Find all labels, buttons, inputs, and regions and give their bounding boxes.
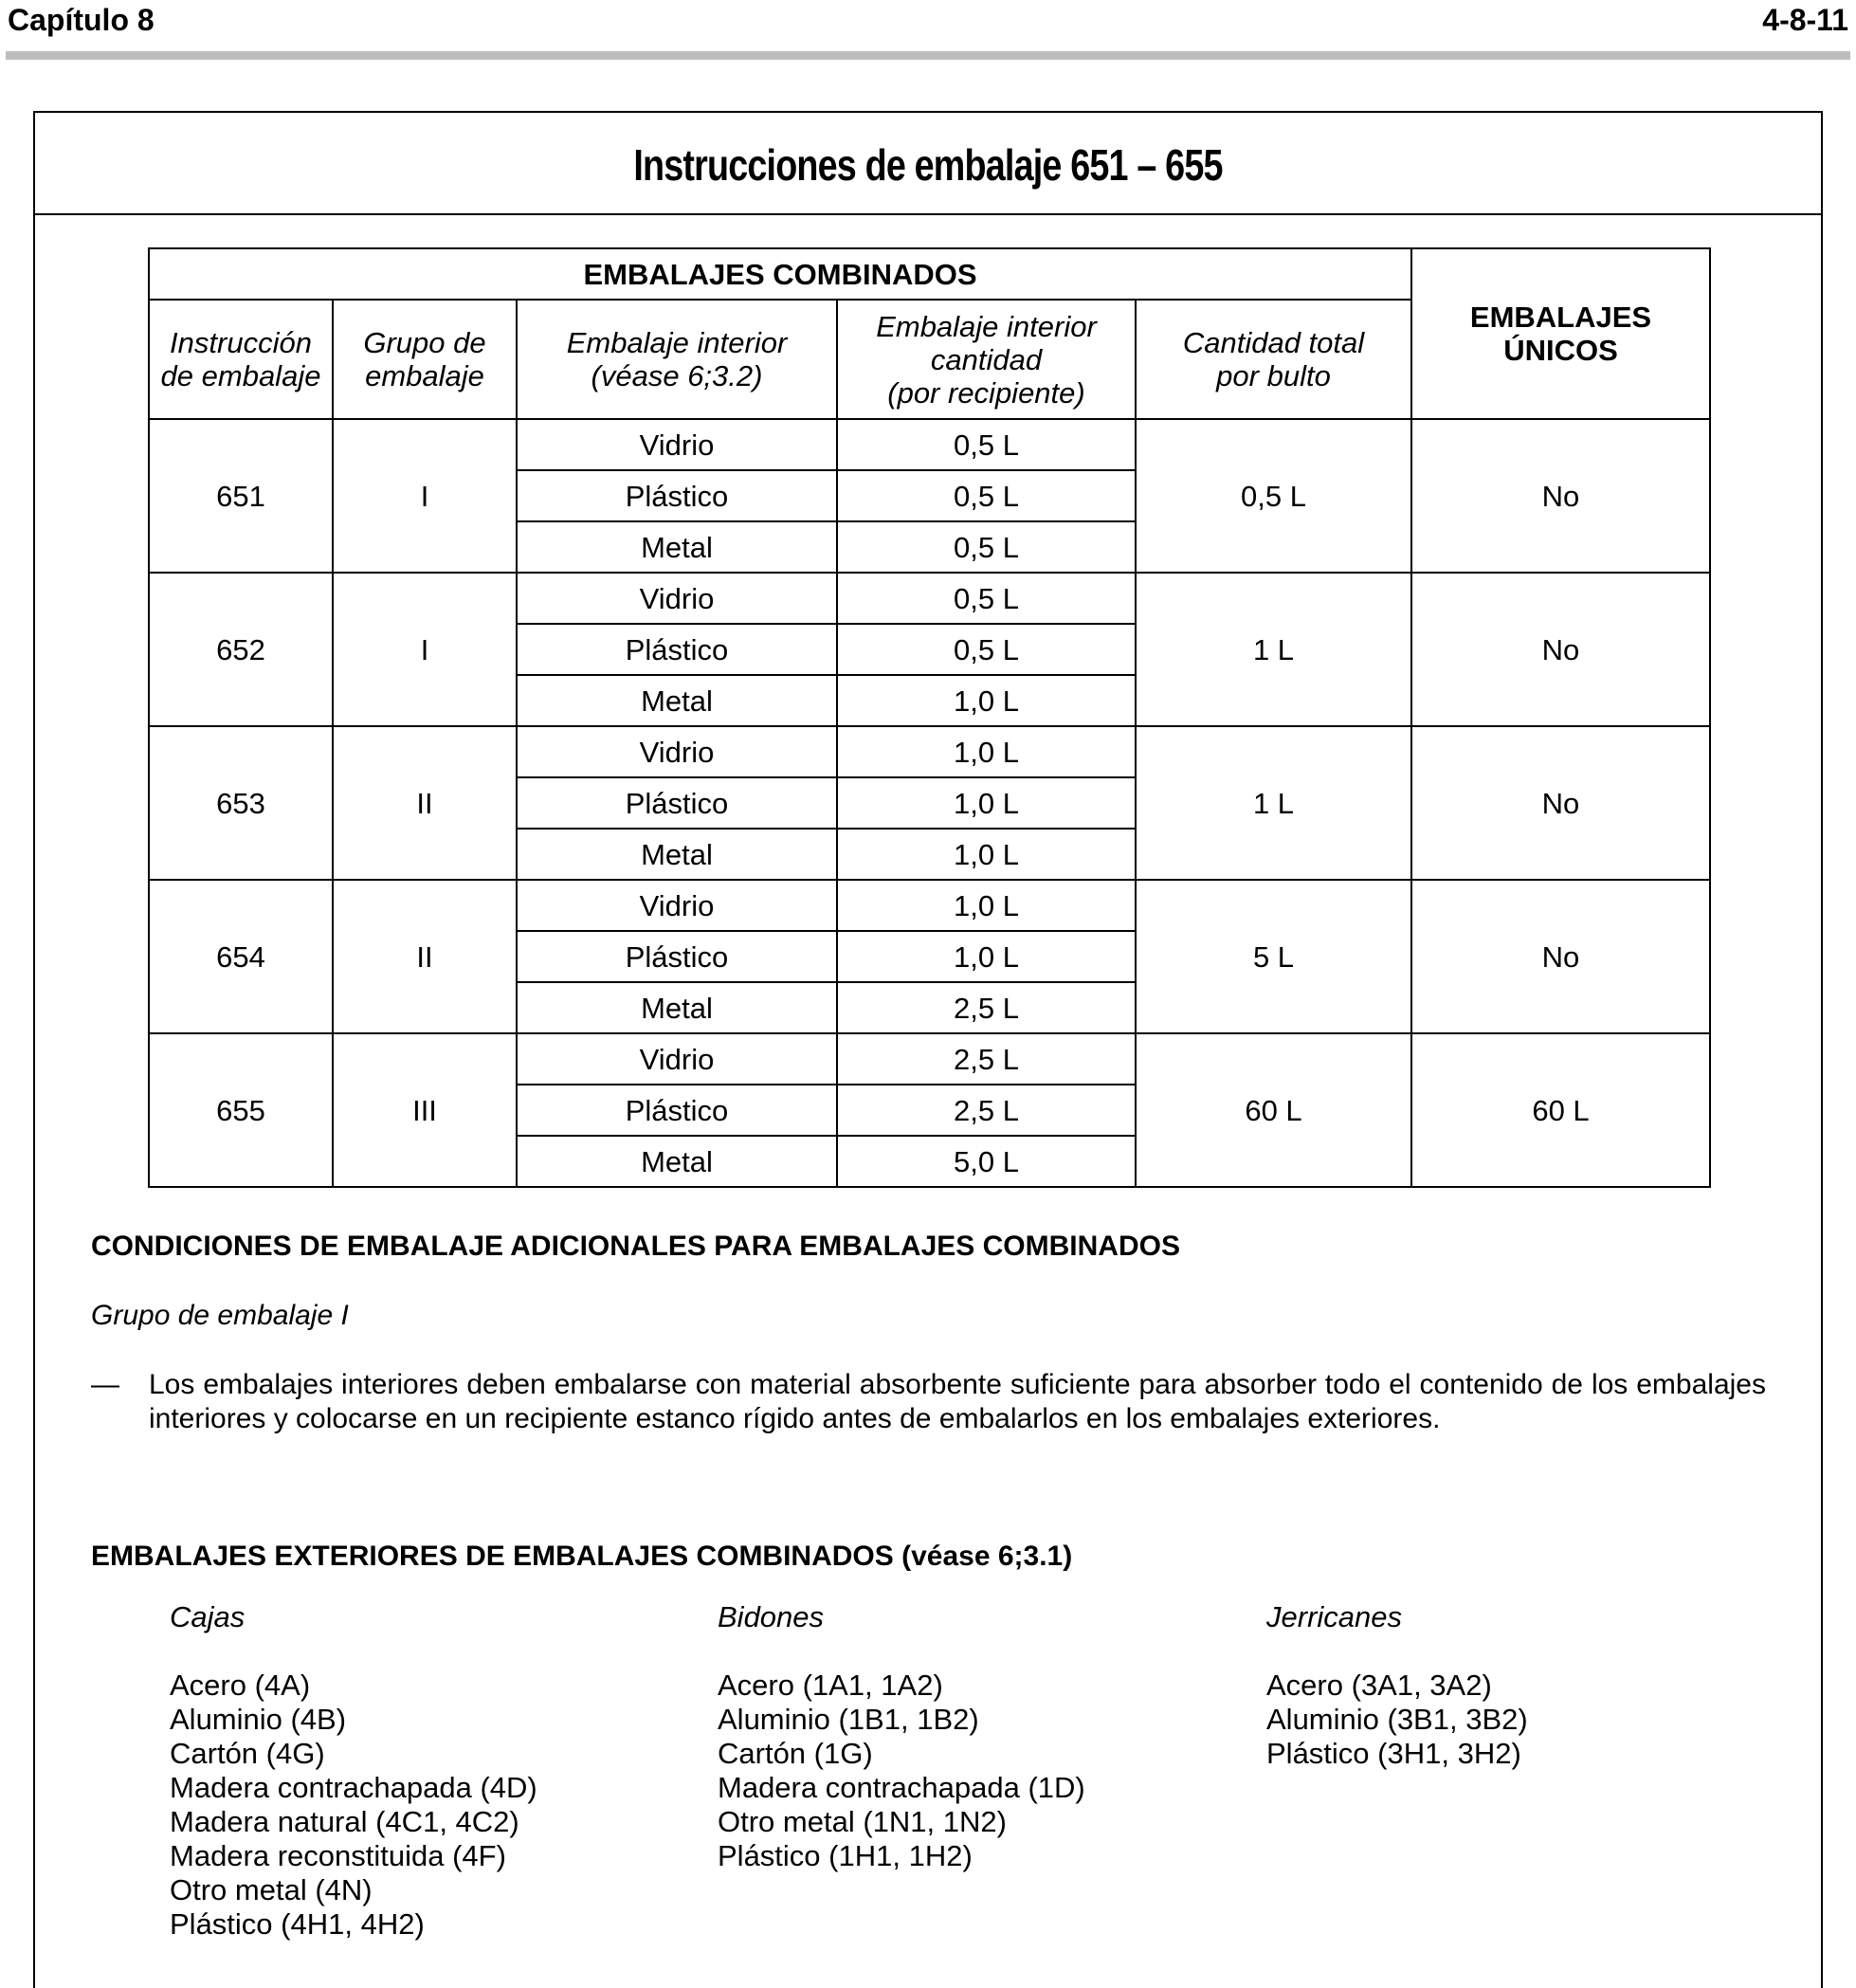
list-item: Acero (3A1, 3A2) (1266, 1669, 1492, 1702)
list-item: Plástico (4H1, 4H2) (170, 1907, 425, 1941)
material-cell: Plástico (517, 931, 837, 982)
quantity-cell: 0,5 L (837, 470, 1136, 521)
material-cell: Vidrio (517, 880, 837, 931)
col-inner (517, 300, 837, 419)
column-title: Bidones (718, 1600, 825, 1633)
material-cell: Metal (517, 829, 837, 880)
material-cell: Vidrio (517, 419, 837, 470)
col-instruction (149, 300, 333, 419)
material-cell: Vidrio (517, 1033, 837, 1085)
material-cell: Plástico (517, 624, 837, 675)
single-cell: No (1411, 726, 1710, 880)
title-band (35, 113, 1821, 215)
quantity-cell: 1,0 L (837, 880, 1136, 931)
quantity-cell: 5,0 L (837, 1136, 1136, 1187)
single-cell: 60 L (1411, 1033, 1710, 1187)
col-inner-qty-l2: cantidad (930, 342, 1043, 376)
packing-table (148, 247, 1711, 1188)
list-item: Aluminio (1B1, 1B2) (718, 1703, 979, 1736)
group-cell: III (333, 1033, 517, 1187)
group-cell: II (333, 880, 517, 1033)
quantity-cell: 1,0 L (837, 777, 1136, 829)
quantity-cell: 2,5 L (837, 1085, 1136, 1136)
table-row (149, 419, 1710, 470)
material-cell: Plástico (517, 1085, 837, 1136)
quantity-cell: 2,5 L (837, 1033, 1136, 1085)
instruction-cell: 655 (149, 1033, 333, 1187)
col-inner-qty-l1: Embalaje interior (876, 309, 1097, 343)
list-item: Otro metal (4N) (170, 1873, 373, 1906)
table-row (149, 880, 1710, 931)
material-cell: Plástico (517, 470, 837, 521)
conditions-paragraph: Los embalajes interiores deben embalarse con material absorbente suficiente para absorber todo el contenido de los embalajes interiores y colocarse en un recipiente estanco rígido antes de embalarlos en los embalajes exteriores. (149, 1369, 1766, 1434)
col-total-l2: por bulto (1216, 359, 1331, 392)
group-cell: I (333, 419, 517, 573)
list-item: Madera reconstituida (4F) (170, 1839, 506, 1872)
single-cell: No (1411, 419, 1710, 573)
instruction-cell: 653 (149, 726, 333, 880)
page-number: 4-8-11 (1762, 3, 1848, 37)
col-group-l2: embalaje (365, 359, 484, 392)
list-item: Otro metal (1N1, 1N2) (718, 1805, 1007, 1838)
col-total-l1: Cantidad total (1182, 326, 1365, 359)
list-item: Madera contrachapada (4D) (170, 1771, 537, 1804)
instruction-cell: 651 (149, 419, 333, 573)
list-item: Madera natural (4C1, 4C2) (170, 1805, 519, 1838)
page-title: Instrucciones de embalaje 651 – 655 (633, 140, 1223, 190)
total-cell: 5 L (1136, 880, 1411, 1033)
list-item: Cartón (4G) (170, 1737, 325, 1770)
material-cell: Metal (517, 675, 837, 726)
column-title: Cajas (170, 1600, 246, 1633)
outer-column-jerricans (1266, 1600, 1528, 1771)
chapter-label: Capítulo 8 (8, 3, 155, 37)
page-header (0, 0, 1856, 57)
list-item: Acero (4A) (170, 1669, 311, 1702)
list-item: Aluminio (3B1, 3B2) (1266, 1703, 1528, 1736)
table-row (149, 1033, 1710, 1085)
list-item: Cartón (1G) (718, 1737, 873, 1770)
col-instruction-l1: Instrucción (170, 326, 312, 359)
combined-packaging-header: EMBALAJES COMBINADOS (149, 248, 1411, 300)
col-group-l1: Grupo de (363, 326, 486, 359)
table-row (149, 726, 1710, 777)
header-rule (6, 51, 1850, 60)
total-cell: 60 L (1136, 1033, 1411, 1187)
material-cell: Metal (517, 1136, 837, 1187)
material-cell: Metal (517, 982, 837, 1033)
material-cell: Vidrio (517, 573, 837, 624)
outer-column-boxes (170, 1600, 537, 1942)
single-cell: No (1411, 880, 1710, 1033)
col-inner-qty (837, 300, 1136, 419)
quantity-cell: 1,0 L (837, 726, 1136, 777)
col-inner-l1: Embalaje interior (566, 326, 788, 359)
material-cell: Plástico (517, 777, 837, 829)
col-group (333, 300, 517, 419)
quantity-cell: 0,5 L (837, 573, 1136, 624)
total-cell: 0,5 L (1136, 419, 1411, 573)
col-total (1136, 300, 1411, 419)
quantity-cell: 1,0 L (837, 675, 1136, 726)
group-cell: II (333, 726, 517, 880)
quantity-cell: 2,5 L (837, 982, 1136, 1033)
quantity-cell: 1,0 L (837, 931, 1136, 982)
col-inner-qty-l3: (por recipiente) (887, 375, 1085, 410)
column-title: Jerricanes (1266, 1600, 1402, 1633)
quantity-cell: 0,5 L (837, 521, 1136, 573)
quantity-cell: 0,5 L (837, 624, 1136, 675)
conditions-heading: CONDICIONES DE EMBALAJE ADICIONALES PARA EMBALAJES COMBINADOS (91, 1231, 1180, 1262)
instruction-cell: 654 (149, 880, 333, 1033)
list-item: Acero (1A1, 1A2) (718, 1669, 943, 1702)
list-item: Aluminio (4B) (170, 1703, 347, 1736)
packing-group-label: Grupo de embalaje I (91, 1300, 349, 1331)
group-cell: I (333, 573, 517, 726)
total-cell: 1 L (1136, 573, 1411, 726)
total-cell: 1 L (1136, 726, 1411, 880)
material-cell: Vidrio (517, 726, 837, 777)
list-item: Plástico (3H1, 3H2) (1266, 1737, 1521, 1770)
outer-packaging-heading: EMBALAJES EXTERIORES DE EMBALAJES COMBINADOS (véase 6;3.1) (91, 1541, 1073, 1572)
col-inner-l2: (véase 6;3.2) (591, 359, 763, 392)
list-item: Plástico (1H1, 1H2) (718, 1839, 973, 1872)
em-dash-bullet: — (91, 1369, 119, 1400)
material-cell: Metal (517, 521, 837, 573)
single-header-line1: EMBALAJES (1469, 301, 1652, 334)
single-cell: No (1411, 573, 1710, 726)
quantity-cell: 1,0 L (837, 829, 1136, 880)
quantity-cell: 0,5 L (837, 419, 1136, 470)
col-instruction-l2: de embalaje (160, 359, 321, 392)
single-packaging-header (1411, 248, 1710, 419)
single-header-line2: ÚNICOS (1503, 334, 1618, 367)
outer-column-drums (718, 1600, 1085, 1873)
table-row (149, 573, 1710, 624)
list-item: Madera contrachapada (1D) (718, 1771, 1085, 1804)
instruction-cell: 652 (149, 573, 333, 726)
